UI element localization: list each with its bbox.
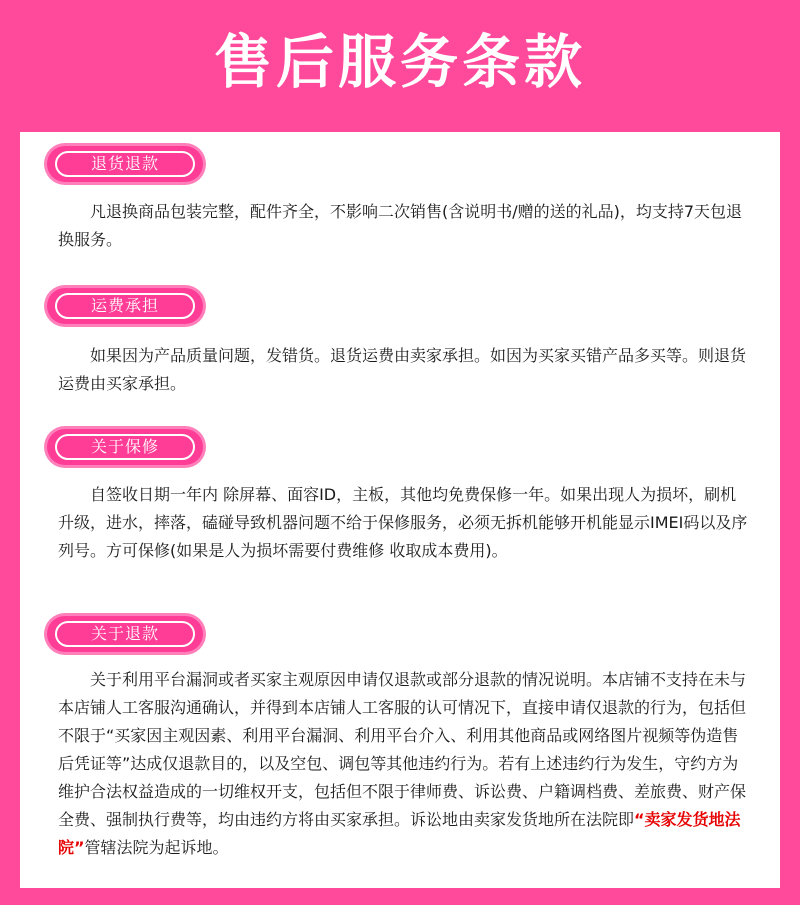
section-heading-badge [47, 288, 203, 324]
section-heading-badge [47, 616, 203, 652]
section-heading-badge [47, 146, 203, 182]
section-heading-badge [47, 429, 203, 465]
refund-text-main: 关于利用平台漏洞或者买家主观原因申请仅退款或部分退款的情况说明。本店铺不支持在未与本店铺人工客服沟通确认，并得到本店铺人工客服的认可情况下，直接申请仅退款的行为，包括但不限于“买家因主观因素、利用平台漏洞、利用平台介入、利用其他商品或网络图片视频等伪造售后凭证等”达成仅退款目的，以及空包、调包等其他违约行为。若有上述违约行为发生，守约方为维护合法权益造成的一切维权开支，包括但不限于律师费、诉讼费、户籍调档费、差旅费、财产保全费、强制执行费等，均由违约方将由买家承担。诉讼地由卖家发货地所在法院即 [58, 670, 747, 829]
terms-panel [20, 132, 780, 888]
section-heading: 退货退款 [55, 151, 195, 177]
court-highlight: “卖家发货地法院” [58, 810, 741, 857]
section-text: 凡退换商品包装完整，配件齐全，不影响二次销售(含说明书/赠的送的礼品)，均支持7天包退换服务。 [58, 202, 743, 249]
section-text: 如果因为产品质量问题，发错货。退货运费由卖家承担。如因为买家买错产品多买等。则退货运费由买家承担。 [58, 346, 747, 393]
refund-text-end: 管辖法院为起诉地。 [84, 838, 229, 857]
section-text [58, 666, 748, 862]
section-text: 自签收日期一年内 除屏幕、面容ID，主板，其他均免费保修一年。如果出现人为损坏，刷机升级，进水，摔落，磕碰导致机器问题不给于保修服务，必须无拆机能够开机能显示IMEI码以及序列号。方可保修(如果是人为损坏需要付费维修 收取成本费用)。 [58, 485, 748, 560]
section-heading: 关于退款 [55, 621, 195, 647]
page-title: 售后服务条款 [213, 28, 586, 96]
section-heading: 关于保修 [55, 434, 195, 460]
section-heading: 运费承担 [55, 293, 195, 319]
